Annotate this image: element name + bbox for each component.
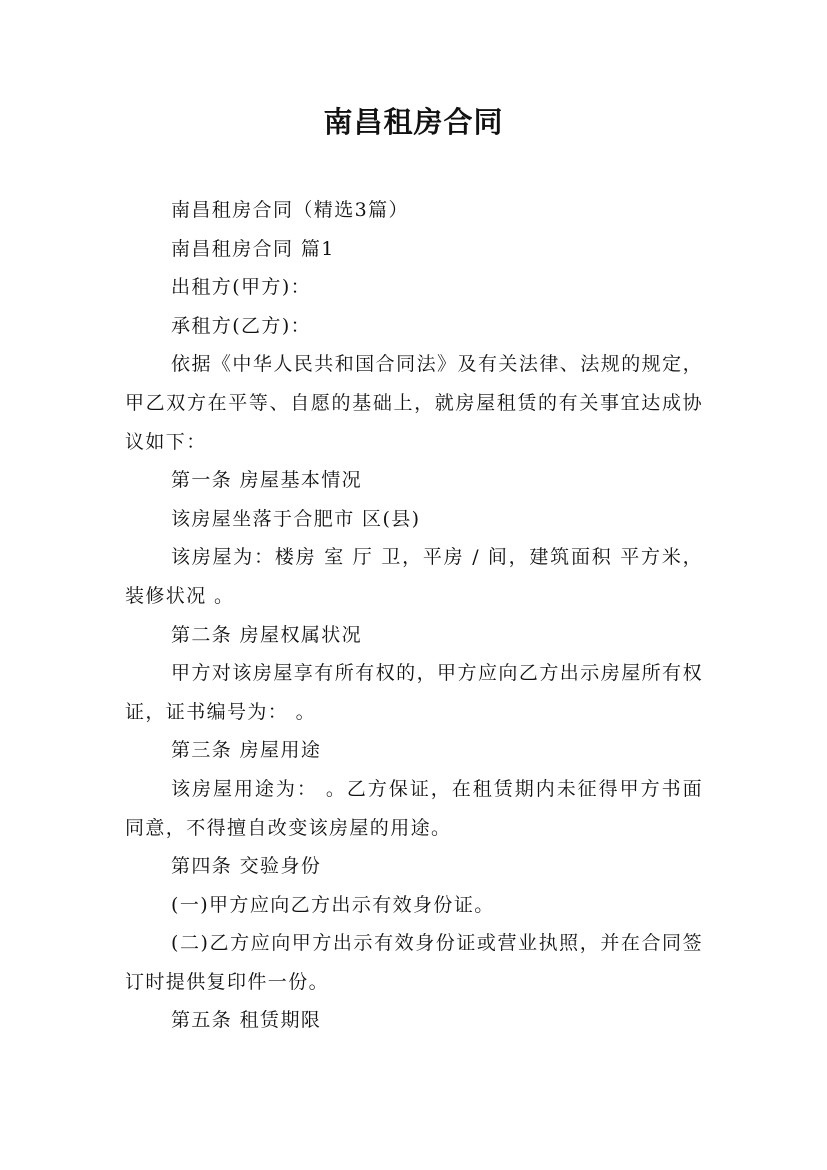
paragraph-lessor: 出租方(甲方)： (171, 276, 312, 299)
article-1-details: 该房屋为：楼房 室 厅 卫，平房 / 间，建筑面积 平方米，装修状况 。 (125, 546, 703, 607)
article-5-heading: 第五条 租赁期限 (171, 1009, 322, 1032)
article-3-heading: 第三条 房屋用途 (171, 739, 322, 762)
article-1-heading: 第一条 房屋基本情况 (171, 469, 363, 492)
paragraph-subtitle: 南昌租房合同（精选3篇） (171, 199, 409, 221)
paragraph-lessee: 承租方(乙方)： (171, 314, 312, 337)
article-4-item-1: (一)甲方应向乙方出示有效身份证。 (171, 893, 495, 916)
document-title: 南昌租房合同 (323, 105, 504, 139)
article-4-item-2: (二)乙方应向甲方出示有效身份证或营业执照，并在合同签订时提供复印件一份。 (125, 932, 703, 993)
document-body (125, 191, 703, 1040)
article-2-body: 甲方对该房屋享有所有权的，甲方应向乙方出示房屋所有权证，证书编号为： 。 (125, 662, 703, 723)
paragraph-preamble: 依据《中华人民共和国合同法》及有关法律、法规的规定，甲乙双方在平等、自愿的基础上，就房屋租赁的有关事宜达成协议如下： (125, 353, 703, 453)
article-2-heading: 第二条 房屋权属状况 (171, 623, 363, 646)
article-4-heading: 第四条 交验身份 (171, 855, 322, 878)
article-1-location: 该房屋坐落于合肥市 区(县) (171, 507, 421, 530)
article-3-body: 该房屋用途为： 。乙方保证，在租赁期内未征得甲方书面同意，不得擅自改变该房屋的用途。 (125, 777, 703, 839)
paragraph-section-heading: 南昌租房合同 篇1 (171, 237, 335, 260)
